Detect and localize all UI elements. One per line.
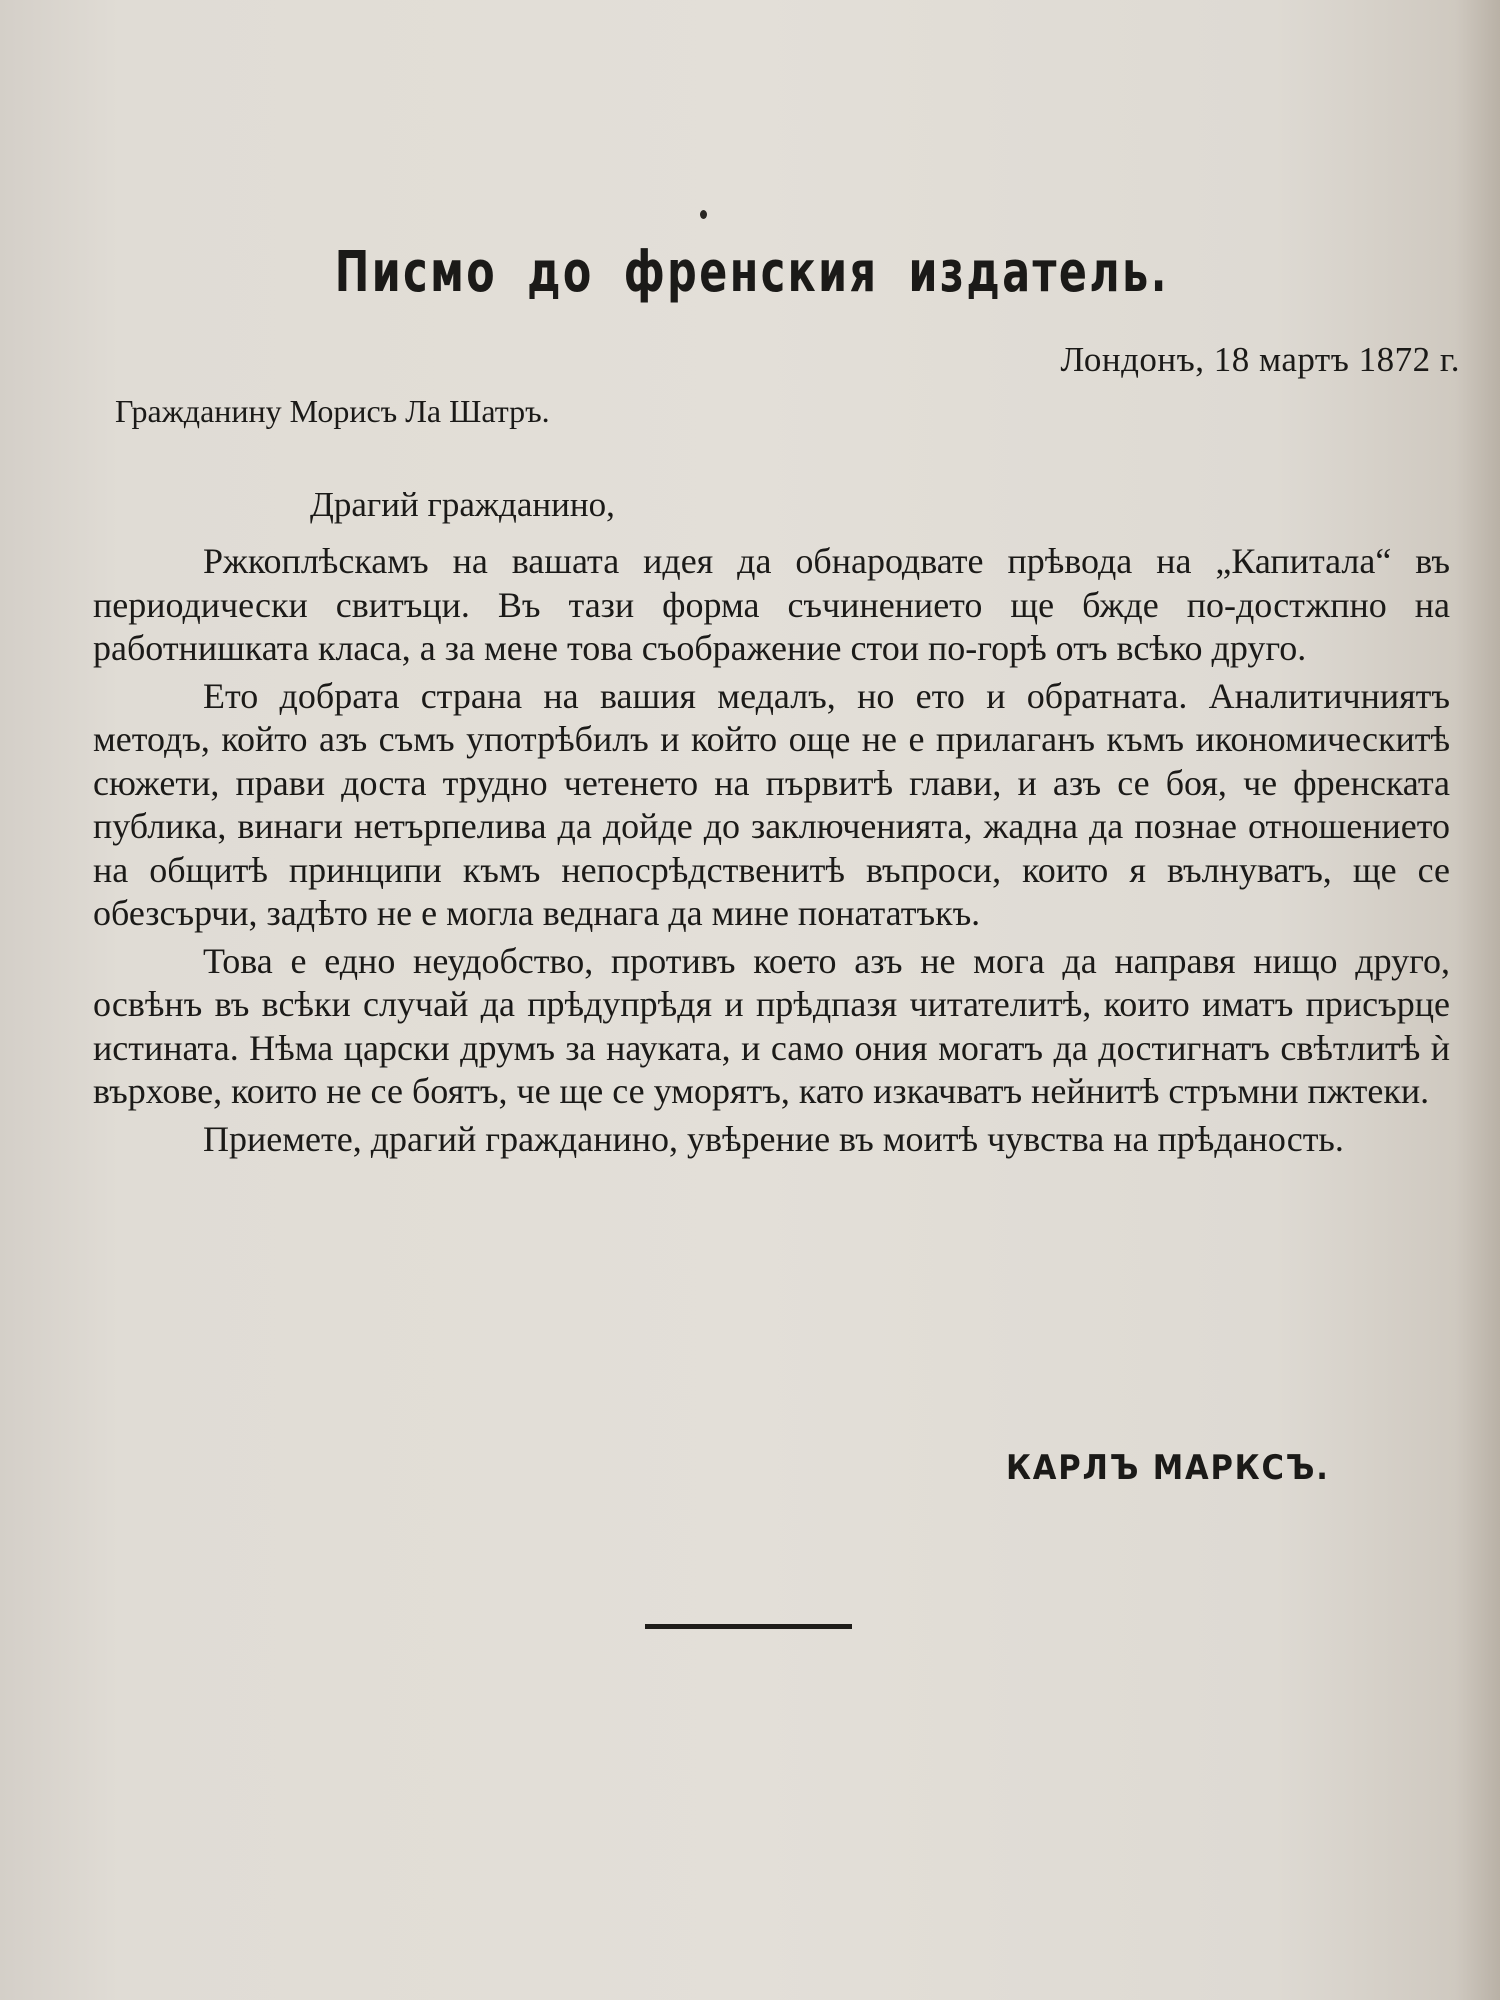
- letter-date: Лондонъ, 18 мартъ 1872 г.: [1060, 340, 1460, 379]
- ink-dot: [700, 210, 707, 219]
- letter-body: [93, 540, 1450, 1165]
- paragraph-3: Това е едно неудобство, противъ което азъ не мога да направя нищо друго, освѣнъ въ всѣки случай да прѣдупрѣдя и прѣдпазя читателитѣ, които иматъ присърце истината. Нѣма царски друмъ за науката, и само ония могатъ да достигнатъ свѣтлитѣ ѝ върхове, които не се боятъ, че ще се уморятъ, като изкачватъ нейнитѣ стръмни пжтеки.: [93, 940, 1450, 1111]
- letter-salutation: Драгий гражданино,: [310, 485, 615, 524]
- paragraph-4: Приемете, драгий гражданино, увѣрение въ моитѣ чувства на прѣданость.: [203, 1118, 1344, 1159]
- paragraph-1: Ржкоплѣскамъ на вашата идея да обнародвате прѣвода на „Капитала“ въ периодически свитъци. Въ тази форма съчинението ще бжде по-достжпно на работнишката класа, а за мене това съображение стои по-горѣ отъ всѣко друго.: [93, 541, 1450, 668]
- letter-addressee: Гражданину Морисъ Ла Шатръ.: [115, 393, 550, 429]
- letter-signature: КАРЛЪ МАРКСЪ.: [1006, 1448, 1330, 1488]
- paragraph-2: Ето добрата страна на вашия медалъ, но ето и обратната. Аналитичниятъ методъ, който азъ съмъ употрѣбилъ и който още не е прилаганъ къмъ икономическитѣ сюжети, прави доста трудно четенето на първитѣ глави, и азъ се боя, че френската публика, винаги нетърпелива да дойде до заключенията, жадна да познае отношението на общитѣ принципи къмъ непосрѣдственитѣ въпроси, които я вълнуватъ, ще се обезсърчи, задѣто не е могла веднага да мине понататъкъ.: [93, 675, 1450, 933]
- closing-divider: [645, 1624, 852, 1629]
- page-title: Писмо до френския издатель.: [334, 240, 1169, 305]
